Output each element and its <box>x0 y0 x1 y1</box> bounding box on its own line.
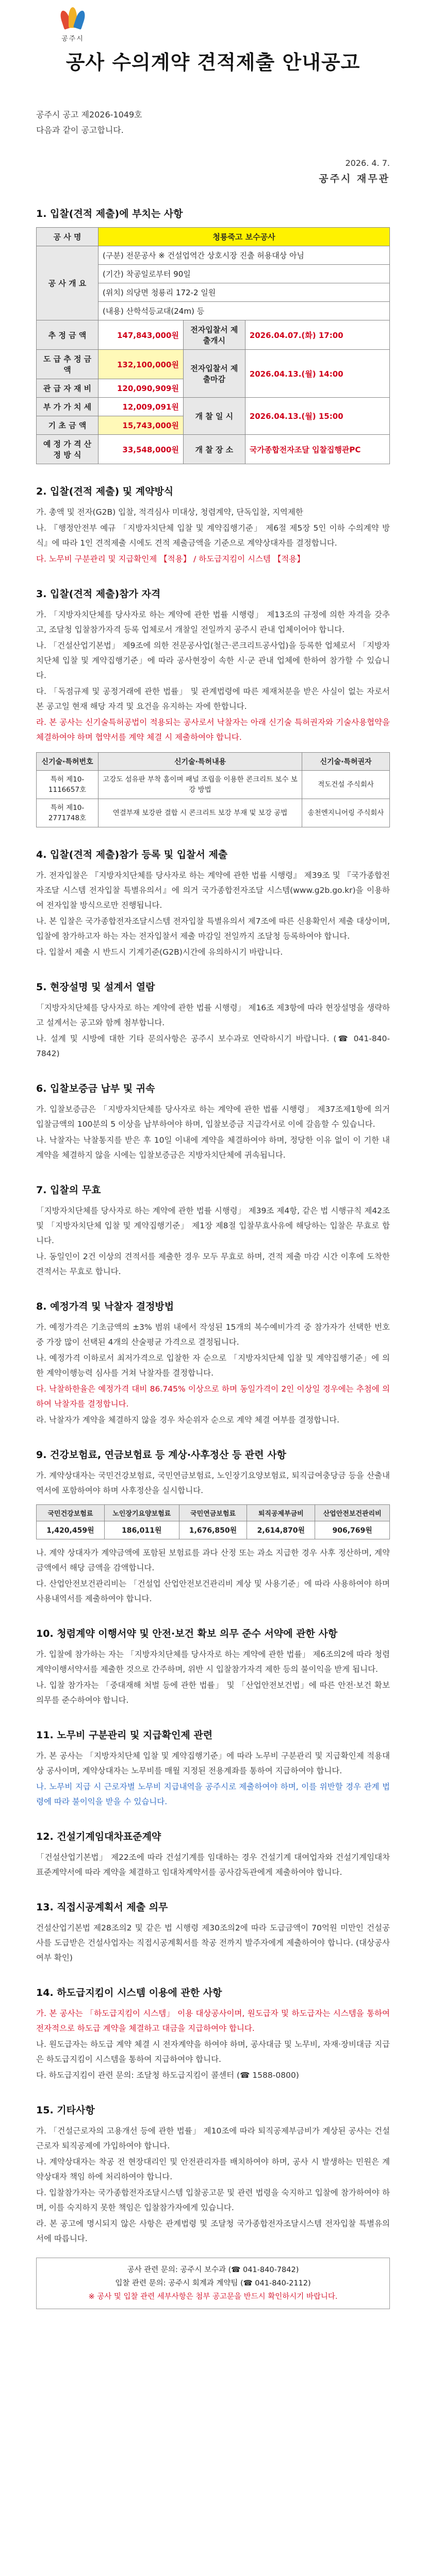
est-price: 147,843,000원 <box>99 320 184 350</box>
para: 나. 「건설산업기본법」 제9조에 의한 전문공사업(철근·콘크리트공사업)을 등록한 업체로서 「지방자치단체 입찰 및 계약집행기준」에 따라 공사현장이 속한 시·군 관내 업체에 한하여 참가할 수 있습니다. <box>36 641 390 680</box>
table-row <box>37 1521 390 1539</box>
page-title: 공사 수의계약 견적제출 안내공고 <box>65 51 361 74</box>
insurance-header: 국민연금보험료 <box>179 1505 247 1521</box>
section-body <box>36 1647 390 1708</box>
para: 「지방자치단체를 당사자로 하는 계약에 관한 법률 시행령」 제16조 제3항에 따라 현장설명을 생략하고 설계서는 공고와 함께 첨부합니다. <box>36 1003 390 1027</box>
para: 다. 입찰서 제출 시 반드시 기계기준(G2B)시간에 유의하시기 바랍니다. <box>36 947 283 957</box>
para: 다. 산업안전보건관리비는 「건설업 산업안전보건관리비 계상 및 사용기준」에 따라 사용하여야 하며 사용내역서를 제출하여야 합니다. <box>36 1579 390 1603</box>
label-basic: 기 초 금 액 <box>37 416 99 435</box>
section-4 <box>36 847 390 960</box>
insurance-table <box>36 1504 390 1539</box>
para: 나. 본 입찰은 국가종합전자조달시스템 전자입찰 특별유의서 제7조에 따른 신용확인서 제출 대상이며, 입찰에 참가하고자 하는 자는 전자입찰서 제출 마감일 전일까지 조달청 등록하여야 합니다. <box>36 917 390 941</box>
section-body <box>36 1001 390 1061</box>
patent-header: 신기술·특허권자 <box>302 753 390 771</box>
overview-row: (구분) 전문공사 ※ 건설업역간 상호시장 진출 허용대상 아님 <box>99 246 390 265</box>
label-overview: 공 사 개 요 <box>37 246 99 320</box>
patent-desc: 연결부재 보강판 결합 시 콘크리트 보강 부재 및 보강 공법 <box>99 799 302 827</box>
section-title: 7. 입찰의 무효 <box>36 1184 101 1196</box>
overview-row: (내용) 산학석등교대(24m) 등 <box>99 302 390 320</box>
section-title: 1. 입찰(견적 제출)에 부치는 사항 <box>36 208 183 219</box>
para: 다. 낙찰하한율은 예정가격 대비 86.745% 이상으로 하며 동일가격이 2인 이상일 경우에는 추첨에 의하여 낙찰자를 결정합니다. <box>36 1384 390 1409</box>
contact-line: 입찰 관련 문의: 공주시 회계과 계약팀 (☎ 041-840-2112) <box>115 2279 311 2287</box>
section-body <box>36 1850 390 1880</box>
section-title: 3. 입찰(견적 제출)참가 자격 <box>36 588 161 600</box>
section-body <box>36 1749 390 1809</box>
elec-close: 2026.04.13.(월) 14:00 <box>245 350 389 398</box>
para: 나. 계약 상대자가 계약금액에 포함된 보험료를 과다 산정 또는 과소 지급한 경우 사후 정산하며, 계약금액에서 해당 금액을 감액합니다. <box>36 1548 390 1572</box>
section-3 <box>36 586 390 827</box>
notice-intro: 다음과 같이 공고합니다. <box>36 125 124 135</box>
elec-submit: 2026.04.07.(화) 17:00 <box>245 320 389 350</box>
para: 라. 낙찰자가 계약을 체결하지 않을 경우 차순위자 순으로 계약 체결 여부를 결정합니다. <box>36 1415 340 1425</box>
section-5 <box>36 979 390 1061</box>
label-name: 공 사 명 <box>37 228 99 246</box>
section-title: 15. 기타사항 <box>36 2105 95 2116</box>
reserve-price: 33,548,000원 <box>99 435 184 464</box>
label-open: 개 찰 일 시 <box>183 398 245 435</box>
para: 나. 입찰 참가자는 「중대재해 처벌 등에 관한 법률」 및 「산업안전보건법」에 따른 안전·보건 확보 의무를 준수하여야 합니다. <box>36 1681 390 1705</box>
patent-header: 신기술·특허내용 <box>99 753 302 771</box>
label-govt: 관 급 자 재 비 <box>37 379 99 398</box>
issuer: 공주시 재무관 <box>319 173 390 184</box>
section-title: 12. 건설기계임대차표준계약 <box>36 1831 161 1842</box>
label-elec-close: 전자입찰서 제출마감 <box>183 350 245 398</box>
insurance-header: 국민건강보험료 <box>37 1505 105 1521</box>
section-title: 10. 청렴계약 이행서약 및 안전·보건 확보 의무 준수 서약에 관한 사항 <box>36 1628 338 1639</box>
para: 가. 예정가격은 기초금액의 ±3% 범위 내에서 작성된 15개의 복수예비가격 중 참가자가 선택한 번호 중 가장 많이 선택된 4개의 산술평균 가격으로 결정됩니다. <box>36 1323 390 1347</box>
project-name: 청룡죽고 보수공사 <box>99 228 390 246</box>
logo-text: 공주시 <box>61 35 84 43</box>
section-2 <box>36 484 390 567</box>
gongju-logo <box>44 7 101 43</box>
section-title: 11. 노무비 구분관리 및 지급확인제 관련 <box>36 1730 213 1741</box>
para: 라. 본 공고에 명시되지 않은 사항은 관계법령 및 조달청 국가종합전자조달시스템 전자입찰 특별유의서에 따릅니다. <box>36 2219 390 2243</box>
section-15 <box>36 2103 390 2246</box>
patent-table <box>36 752 390 827</box>
para: 나. 설계 및 시방에 대한 기타 문의사항은 공주시 보수과로 연락하시기 바랍니다. (☎ 041-840-7842) <box>36 1034 390 1058</box>
section-body <box>36 1468 390 1498</box>
para: 가. 본 공사는 「지방자치단체 입찰 및 계약집행기준」에 따라 노무비 구분관리 및 지급확인제 적용대상 공사이며, 계약상대자는 노무비를 매월 지정된 전용계좌를 통하여 지급하여야 합니다. <box>36 1751 390 1775</box>
overview-row: (위치) 의당면 청룡리 172-2 일원 <box>99 283 390 302</box>
label-reserve: 예 정 가 격 산 정 방 식 <box>37 435 99 464</box>
section-11 <box>36 1727 390 1809</box>
insurance-header: 노인장기요양보험료 <box>104 1505 179 1521</box>
date-block <box>36 156 390 187</box>
section-title: 9. 건강보험료, 연금보험료 등 계상·사후정산 등 관련 사항 <box>36 1449 286 1461</box>
para: 「건설산업기본법」 제22조에 따라 건설기계를 임대하는 경우 건설기계 대여업자와 건설기계임대차 표준계약서에 따라 계약을 체결하고 임대차계약서를 공사감독관에게 제출하여야 합니다. <box>36 1853 390 1877</box>
section-13 <box>36 1900 390 1965</box>
section-8 <box>36 1299 390 1428</box>
section-title: 2. 입찰(견적 제출) 및 계약방식 <box>36 486 174 497</box>
label-place: 개 찰 장 소 <box>183 435 245 464</box>
para: 나. 『행정안전부 예규 「지방자치단체 입찰 및 계약집행기준」 제6절 제5장 5인 이하 수의계약 방식』에 따라 1인 견적제출 시에도 견적 제출금액을 기준으로 계약상대자를 결정합니다. <box>36 523 390 548</box>
para: 나. 노무비 지급 시 근로자별 노무비 지급내역을 공주시로 제출하여야 하며, 이를 위반할 경우 관계 법령에 따라 불이익을 받을 수 있습니다. <box>36 1782 390 1806</box>
patent-no: 특허 제10-1116657호 <box>37 771 99 799</box>
patent-owner: 송천엔지니어링 주식회사 <box>302 799 390 827</box>
section-title: 14. 하도급지킴이 시스템 이용에 관한 사항 <box>36 1987 222 1998</box>
gongju-logo-icon <box>57 7 88 31</box>
para: 나. 계약상대자는 착공 전 현장대리인 및 안전관리자를 배치하여야 하며, 공사 시 발생하는 민원은 계약상대자 책임 하에 처리하여야 합니다. <box>36 2157 390 2181</box>
section-body <box>36 1204 390 1279</box>
para: 나. 낙찰자는 낙찰통지를 받은 후 10일 이내에 계약을 체결하여야 하며, 정당한 이유 없이 이 기한 내 계약을 체결하지 않을 시에는 입찰보증금은 지방자치단체에 귀속됩니다. <box>36 1136 390 1160</box>
para: 나. 원도급자는 하도급 계약 체결 시 전자계약을 하여야 하며, 공사대금 및 노무비, 자재·장비대금 지급은 하도급지킴이 시스템을 통하여 지급하여야 합니다. <box>36 2040 390 2064</box>
para: 「지방자치단체를 당사자로 하는 계약에 관한 법률 시행령」 제39조 제4항, 같은 법 시행규칙 제42조 및 「지방자치단체 입찰 및 계약집행기준」 제1장 제8절 입찰무효사유에 해당하는 입찰은 무효로 합니다. <box>36 1206 390 1245</box>
direct-price: 132,100,000원 <box>99 350 184 379</box>
section-body <box>36 2124 390 2246</box>
patent-no: 특허 제10-2771748호 <box>37 799 99 827</box>
para: 가. 「건설근로자의 고용개선 등에 관한 법률」 제10조에 따라 퇴직공제부금비가 계상된 공사는 건설근로자 퇴직공제에 가입하여야 합니다. <box>36 2126 390 2150</box>
insurance-value: 906,769원 <box>315 1521 390 1539</box>
para: 가. 입찰에 참가하는 자는 「지방자치단체를 당사자로 하는 계약에 관한 법률」 제6조의2에 따라 청렴계약이행서약서를 제출한 것으로 간주하며, 위반 시 입찰참가자격 제한 등의 불이익을 받게 됩니다. <box>36 1650 390 1674</box>
section-body <box>36 1102 390 1163</box>
open-place: 국가종합전자조달 입찰집행관PC <box>245 435 389 464</box>
insurance-value: 1,676,850원 <box>179 1521 247 1539</box>
label-vat: 부 가 가 치 세 <box>37 398 99 416</box>
patent-desc: 고강도 섬유판 부착 홈이며 패널 조립을 이용한 콘크리트 보수 보강 방법 <box>99 771 302 799</box>
section-10 <box>36 1626 390 1708</box>
open-date: 2026.04.13.(월) 15:00 <box>245 398 389 435</box>
bid-info-table <box>36 227 390 464</box>
section-body <box>36 1320 390 1428</box>
patent-owner: 적도건설 주식회사 <box>302 771 390 799</box>
header <box>36 0 390 93</box>
section-1 <box>36 206 390 464</box>
para: 나. 예정가격 이하로서 최저가격으로 입찰한 자 순으로 「지방자치단체 입찰 및 계약집행기준」에 의한 계약이행능력 심사를 거쳐 낙찰자를 결정합니다. <box>36 1353 390 1378</box>
section-title: 5. 현장설명 및 설계서 열람 <box>36 981 155 993</box>
para: 가. 본 공사는 「하도급지킴이 시스템」 이용 대상공사이며, 원도급자 및 하도급자는 시스템을 통하여 전자적으로 하도급 계약을 체결하고 대금을 지급하여야 합니다. <box>36 2009 390 2033</box>
para: 다. 「독점규제 및 공정거래에 관한 법률」 및 관계법령에 따른 제재처분을 받은 사실이 없는 자로서 본 공고일 현재 해당 자격 및 요건을 유지하는 자에 한합니다. <box>36 687 390 711</box>
label-elec-submit: 전자입찰서 제출개시 <box>183 320 245 350</box>
govt-material: 120,090,909원 <box>99 379 184 398</box>
notice-meta <box>36 107 390 138</box>
table-row <box>37 771 390 799</box>
para: 가. 계약상대자는 국민건강보험료, 국민연금보험료, 노인장기요양보험료, 퇴직급여충당금 등을 산출내역서에 포함하여야 하며 사후정산을 실시합니다. <box>36 1471 390 1495</box>
vat: 12,009,091원 <box>99 398 184 416</box>
para: 건설산업기본법 제28조의2 및 같은 법 시행령 제30조의2에 따라 도급금액이 70억원 미만인 건설공사를 도급받은 건설사업자는 직접시공계획서를 착공 전까지 발주자에게 제출하여야 합니다. (대상공사 여부 확인) <box>36 1923 390 1962</box>
section-body <box>36 2006 390 2083</box>
insurance-header: 산업안전보건관리비 <box>315 1505 390 1521</box>
section-title: 8. 예정가격 및 낙찰자 결정방법 <box>36 1301 174 1312</box>
section-9 <box>36 1447 390 1606</box>
table-row <box>37 799 390 827</box>
para: 다. 입찰참가자는 국가종합전자조달시스템 입찰공고문 및 관련 법령을 숙지하고 입찰에 참가하여야 하며, 이를 숙지하지 못한 책임은 입찰참가자에게 있습니다. <box>36 2188 390 2212</box>
label-direct: 도 급 추 정 금 액 <box>37 350 99 379</box>
contact-note: ※ 공사 및 입찰 관련 세부사항은 첨부 공고문을 반드시 확인하시기 바랍니다. <box>88 2293 338 2301</box>
para: 가. 「지방자치단체를 당사자로 하는 계약에 관한 법률 시행령」 제13조의 규정에 의한 자격을 갖추고, 조달청 입찰참가자격 등록 업체로서 개찰일 전일까지 공주시 관내 업체이어야 합니다. <box>36 610 390 634</box>
contact-box <box>36 2258 390 2309</box>
section-7 <box>36 1182 390 1279</box>
section-title: 6. 입찰보증금 납부 및 귀속 <box>36 1083 155 1094</box>
section-body <box>36 607 390 745</box>
section-6 <box>36 1081 390 1163</box>
para: 나. 동일인이 2건 이상의 견적서를 제출한 경우 모두 무효로 하며, 견적 제출 마감 시간 이후에 도착한 견적서는 무효로 합니다. <box>36 1252 390 1276</box>
insurance-value: 186,011원 <box>104 1521 179 1539</box>
para: 라. 본 공사는 신기술특허공법이 적용되는 공사로서 낙찰자는 아래 신기술 특허권자와 기술사용협약을 체결하여야 하며 협약서를 계약 체결 시 제출하여야 합니다. <box>36 718 390 742</box>
label-est-price: 추 정 금 액 <box>37 320 99 350</box>
insurance-header: 퇴직공제부금비 <box>247 1505 315 1521</box>
patent-header: 신기술·특허번호 <box>37 753 99 771</box>
section-body <box>36 868 390 960</box>
para: 다. 노무비 구분관리 및 지급확인제 【적용】 / 하도급지킴이 시스템 【적용】 <box>36 554 305 564</box>
section-body <box>36 505 390 567</box>
notice-date: 2026. 4. 7. <box>345 158 390 168</box>
para: 가. 입찰보증금은 「지방자치단체를 당사자로 하는 계약에 관한 법률 시행령」 제37조제1항에 의거 입찰금액의 100분의 5 이상을 납부하여야 하며, 입찰보증금 지급각서로 이에 갈음할 수 있습니다. <box>36 1105 390 1129</box>
notice-number: 공주시 공고 제2026-1049호 <box>36 110 142 120</box>
basic-price: 15,743,000원 <box>99 416 184 435</box>
contact-line: 공사 관련 문의: 공주시 보수과 (☎ 041-840-7842) <box>127 2266 299 2274</box>
section-12 <box>36 1829 390 1880</box>
section-14 <box>36 1985 390 2083</box>
section-title: 4. 입찰(견적 제출)참가 등록 및 입찰서 제출 <box>36 849 228 860</box>
overview-row: (기간) 착공일로부터 90일 <box>99 265 390 283</box>
section-body <box>36 1921 390 1965</box>
para: 가. 총액 및 전자(G2B) 입찰, 적격심사 미대상, 청렴계약, 단독입찰, 지역제한 <box>36 507 303 517</box>
para: 가. 전자입찰은 『지방자치단체를 당사자로 하는 계약에 관한 법률 시행령』 제39조 및 『국가종합전자조달 시스템 전자입찰 특별유의서』에 의거 국가종합전자조달 시스템(www.g2b.go.kr)을 이용하여 전자입찰 방식으로만 진행됩니다. <box>36 871 390 910</box>
section-body <box>36 1546 390 1606</box>
para: 다. 하도급지킴이 관련 문의: 조달청 하도급지킴이 콜센터 (☎ 1588-0800) <box>36 2071 299 2080</box>
insurance-value: 2,614,870원 <box>247 1521 315 1539</box>
section-title: 13. 직접시공계획서 제출 의무 <box>36 1902 168 1913</box>
insurance-value: 1,420,459원 <box>37 1521 105 1539</box>
